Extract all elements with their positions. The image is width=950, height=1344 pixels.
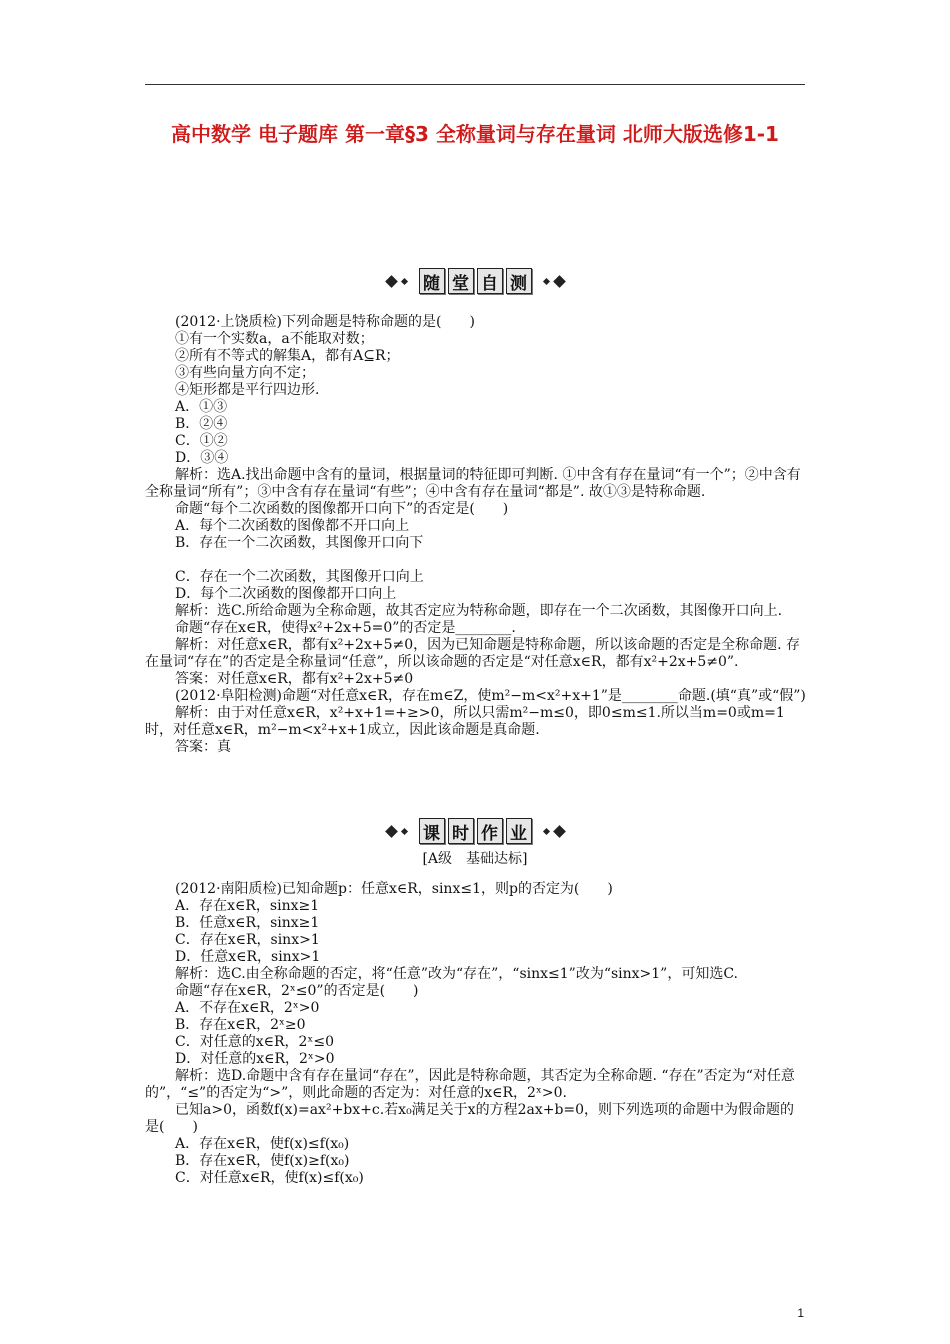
diamond-icon xyxy=(553,275,566,288)
banner-char: 时 xyxy=(448,818,474,844)
option: C．对任意x∈R，使f(x)≤f(x₀) xyxy=(175,1170,364,1186)
diamond-icon xyxy=(385,275,398,288)
solution: 解析：选C.由全称命题的否定，将“任意”改为“存在”，“sinx≤1”改为“sinx>1”，可知选C. xyxy=(175,966,739,982)
question: 已知a>0，函数f(x)=ax²+bx+c.若x₀满足关于x的方程2ax+b=0，则下列选项的命题中为假命题的是( ) xyxy=(145,1102,795,1135)
banner-char: 随 xyxy=(419,268,445,294)
practice-block xyxy=(145,314,807,756)
page-title: 高中数学 电子题库 第一章§3 全称量词与存在量词 北师大版选修1-1 xyxy=(171,122,779,146)
option: C．对任意的x∈R，2ˣ≤0 xyxy=(175,1034,334,1050)
banner-char: 测 xyxy=(506,268,532,294)
option: B．任意x∈R，sinx≥1 xyxy=(175,915,320,931)
diamond-small-icon xyxy=(400,277,407,284)
banner-char: 自 xyxy=(477,268,503,294)
diamond-small-icon xyxy=(542,277,549,284)
option: A．每个二次函数的图像都不开口向上 xyxy=(175,518,410,534)
blank-line xyxy=(145,552,807,569)
homework-block xyxy=(145,864,807,1187)
option: A．①③ xyxy=(175,399,228,415)
option: D．对任意的x∈R，2ˣ>0 xyxy=(175,1051,335,1067)
text-line: ①有一个实数a，a不能取对数； xyxy=(175,331,374,347)
solution: 解析：选A.找出命题中含有的量词，根据量词的特征即可判断. ①中含有存在量词“有一个”；②中含有全称量词“所有”；③中含有存在量词“有些”；④中含有存在量词“都是”. 故①③是特称命题. xyxy=(145,467,801,500)
level-label: [A级 基础达标] xyxy=(422,851,528,867)
question: (2012·南阳质检)已知命题p：任意x∈R，sinx≤1，则p的否定为( ) xyxy=(175,881,613,897)
diamond-small-icon xyxy=(400,827,407,834)
banner-char: 堂 xyxy=(448,268,474,294)
solution: 解析：由于对任意x∈R，x²+x+1=+≥>0，所以只需m²−m≤0，即0≤m≤1.所以当m=0或m=1时，对任意x∈R，m²−m<x²+x+1成立，因此该命题是真命题. xyxy=(145,705,785,738)
banner-char: 作 xyxy=(477,818,503,844)
header-rule xyxy=(145,84,805,85)
option: A．不存在x∈R，2ˣ>0 xyxy=(175,1000,320,1016)
option: B．存在一个二次函数，其图像开口向下 xyxy=(175,535,424,551)
section-banner-homework xyxy=(0,818,950,844)
banner-char: 课 xyxy=(419,818,445,844)
section-banner-practice xyxy=(0,268,950,294)
text-line: ③有些向量方向不定； xyxy=(175,365,315,381)
banner-char: 业 xyxy=(506,818,532,844)
diamond-icon xyxy=(385,825,398,838)
option: B．存在x∈R，使f(x)≥f(x₀) xyxy=(175,1153,350,1169)
text-line: (2012·上饶质检)下列命题是特称命题的是( ) xyxy=(175,314,475,330)
option: D．任意x∈R，sinx>1 xyxy=(175,949,321,965)
question: 命题“每个二次函数的图像都开口向下”的否定是( ) xyxy=(175,501,509,517)
question: 命题“存在x∈R，使得x²+2x+5=0”的否定是________. xyxy=(175,620,516,636)
option: C．存在一个二次函数，其图像开口向上 xyxy=(175,569,424,585)
option: A．存在x∈R，使f(x)≤f(x₀) xyxy=(175,1136,350,1152)
solution: 解析：选C.所给命题为全称命题，故其否定应为特称命题，即存在一个二次函数，其图像开口向上. xyxy=(175,603,783,619)
diamond-icon xyxy=(553,825,566,838)
question: (2012·阜阳检测)命题“对任意x∈R，存在m∈Z，使m²−m<x²+x+1”是________命题.(填“真”或“假”) xyxy=(175,688,806,704)
option: B．②④ xyxy=(175,416,228,432)
page-number: 1 xyxy=(797,1306,804,1320)
question: 命题“存在x∈R，2ˣ≤0”的否定是( ) xyxy=(175,983,419,999)
answer: 答案：真 xyxy=(175,739,231,755)
option: C．存在x∈R，sinx>1 xyxy=(175,932,320,948)
option: B．存在x∈R，2ˣ≥0 xyxy=(175,1017,306,1033)
text-line: ④矩形都是平行四边形. xyxy=(175,382,320,398)
solution: 解析：对任意x∈R，都有x²+2x+5≠0，因为已知命题是特称命题，所以该命题的否定是全称命题. 存在量词“存在”的否定是全称量词“任意”，所以该命题的否定是“对任意x∈R，都有x²+2x+5≠0”. xyxy=(145,637,801,670)
answer: 答案：对任意x∈R，都有x²+2x+5≠0 xyxy=(175,671,414,687)
text-line: ②所有不等式的解集A，都有A⊆R； xyxy=(175,348,400,364)
diamond-small-icon xyxy=(542,827,549,834)
solution: 解析：选D.命题中含有存在量词“存在”，因此是特称命题，其否定为全称命题. “存在”否定为“对任意的”，“≤”的否定为“>”，则此命题的否定为：对任意的x∈R，2ˣ>0. xyxy=(145,1068,795,1101)
blank-line xyxy=(145,864,807,881)
option: A．存在x∈R，sinx≥1 xyxy=(175,898,320,914)
option: D．每个二次函数的图像都开口向上 xyxy=(175,586,397,602)
option: D．③④ xyxy=(175,450,229,466)
option: C．①② xyxy=(175,433,228,449)
